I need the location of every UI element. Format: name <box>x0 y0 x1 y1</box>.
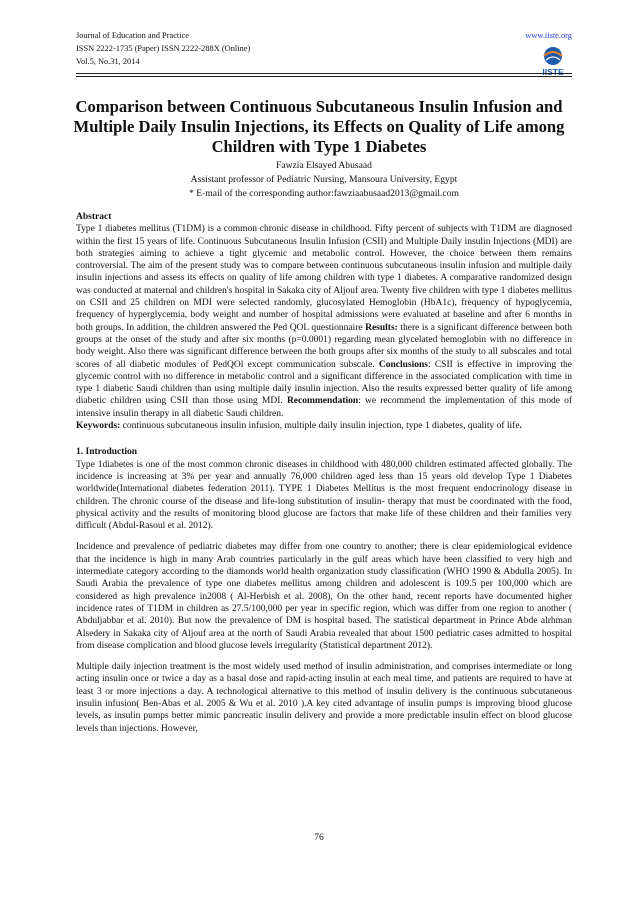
keywords-label: Keywords: <box>76 421 121 432</box>
intro-paragraph-2: Incidence and prevalence of pediatric diabetes may differ from one country to another; there is clear epidemiological evidence that the incidence is high in many Arab countries particularly in the gulf areas which have been classified to very high and intermediate category according to the diamonds world health organization study classification (WHO 1990 & Abdulla 2005). In Saudi Arabia the prevalence of type one diabetes mellitus among children and adolescent is 109.5 per 100,000 which are considered as high prevalence in2008 ( Al-Herbish et al. 2008), On the other hand, recent reports have documented higher incidence rates of T1DM in children as 27.5/100,000 per year in specific region, which was differ from one region to another ( Abduljabbar et al. 2010). But now the prevalence of DM is hospital based. The statistical department in Prince Abde alrhman Alsedery in Sakaka city of Aljouf area at the north of Saudi Arabia revealed that about 1500 pediatric cases admitted to hospital from disease complication and blood glucose levels irregularity (Statistical department 2012). <box>76 542 572 651</box>
abstract-paragraph: Type 1 diabetes mellitus (T1DM) is a common chronic disease in childhood. Fifty percent of subjects with T1DM are diagnosed within the first 15 years of life. Continuous Subcutaneous Insulin Infusion (CSII) and Multiple Daily insulin Injections (MDI) are both strategies aiming to achieve a tight glycemic and metabolic control. However, the choice between them remains controversial. The aim of the present study was to compare between continuous subcutaneous insulin infusion and multiple daily insulin injections and assess its effects on quality of life among children with type 1 diabetes. A comparative randomized design was conducted at maternal and children's hospital in Sakaka city of Aljouf area. Twenty five children with type 1 diabetes mellitus on CSII and 25 children on MDI were selected randomly, glucosylated Hemoglobin (HbA1c), frequency of hypoglycemia, frequency of hyperglycemia, body weight and number of hospital admissions were evaluated at baseline and after 6 months in both groups. In addition, the children answered the Ped QOL questionnaire <box>76 224 572 333</box>
abstract-text <box>76 223 572 420</box>
conclusions-label: Conclusions <box>378 359 428 370</box>
author-email: * E-mail of the corresponding author:fawziaabusaad2013@gmail.com <box>189 188 459 199</box>
logo-globe-icon <box>544 47 562 65</box>
abstract-heading: Abstract <box>76 212 112 222</box>
keywords <box>76 420 572 432</box>
keywords-text: continuous subcutaneous insulin infusion, multiple daily insulin injection, type 1 diabetes, quality of life <box>120 421 520 432</box>
issn: ISSN 2222-1735 (Paper) ISSN 2222-288X (Online) <box>76 44 251 53</box>
keywords-period: . <box>519 421 522 432</box>
recommendation-label: Recommendation <box>286 396 359 407</box>
author-name: Fawzia Elsayed Abusaad <box>276 160 372 171</box>
intro-paragraph-3: Multiple daily injection treatment is the most widely used method of insulin administration, and comprises intermediate or long acting insulin once or twice a day as a basal dose and rapid-acting insulin at each meal time, and patients are required to have at least 3 or more injections a day. A technological alternative to this method of insulin delivery is the continuous subcutaneous insulin infusion( Ben-Abas et al. 2005 & Wu et al. 2010 ).A key cited advantage of insulin pumps is improving blood glucose levels, as insulin pumps better mimic pancreatic insulin delivery and provide a more predictable insulin effect on blood glucose levels than injections. However, <box>76 662 572 734</box>
header-rule-bottom <box>76 76 572 77</box>
conclusions-text: : CSII is effective in improving the glycemic control with no difference in metabolic control and a significant difference in the associated complication with time in type 1 diabetic Saudi children than using multiple daily insulin injection. Also the results expressed better quality of life among diabetic children using CSII than those using MDI. <box>76 359 572 407</box>
intro-heading: 1. Introduction <box>76 447 138 458</box>
volume-info: Vol.5, No.31, 2014 <box>76 57 140 66</box>
journal-url-link[interactable]: www.iiste.org <box>525 31 572 40</box>
results-text: there is a significant difference between both groups at the onset of the study and after six months (p=0.0001) regarding mean glycelated hemoglobin with no difference in body weight. Also there was significant difference between the both groups after six months of the study to all subscales and total scores of all diabetic modules of PedQOl except communication subscale. <box>76 322 572 370</box>
page-number: 76 <box>314 832 324 843</box>
paper-body <box>76 211 572 735</box>
logo-text: IISTE <box>542 67 564 77</box>
journal-name: Journal of Education and Practice <box>76 31 190 40</box>
header-rule-top <box>76 73 572 74</box>
recommendation-text: : we recommend the implementation of this mode of intensive insulin therapy in all diabetic Saudi children. <box>76 396 572 419</box>
intro-paragraph-1: Type 1diabetes is one of the most common chronic diseases in childhood with 480,000 children estimated affected globally. The incidence is increasing at 3% per year and annually 76,000 children aged less than 15 years old develop Type 1 Diabetes worldwide(International diabetes federation 2011). TYPE 1 Diabetes Mellitus is the most frequent endocrinology disease in children. The chronic course of the disease and life-long substitution of insulin- therapy that must be coordinated with the food, physical activity and the results of monitoring blood glucose are factors that make life of these children and their families very difficult (Abdul-Rasoul et al. 2012). <box>76 459 572 532</box>
paper-title: Comparison between Continuous Subcutaneous Insulin Infusion and Multiple Daily Insulin Injections, its Effects on Quality of Life among Children with Type 1 Diabetes <box>73 97 565 156</box>
author-affiliation: Assistant professor of Pediatric Nursing, Mansoura University, Egypt <box>190 174 458 185</box>
results-label: Results: <box>365 322 398 333</box>
